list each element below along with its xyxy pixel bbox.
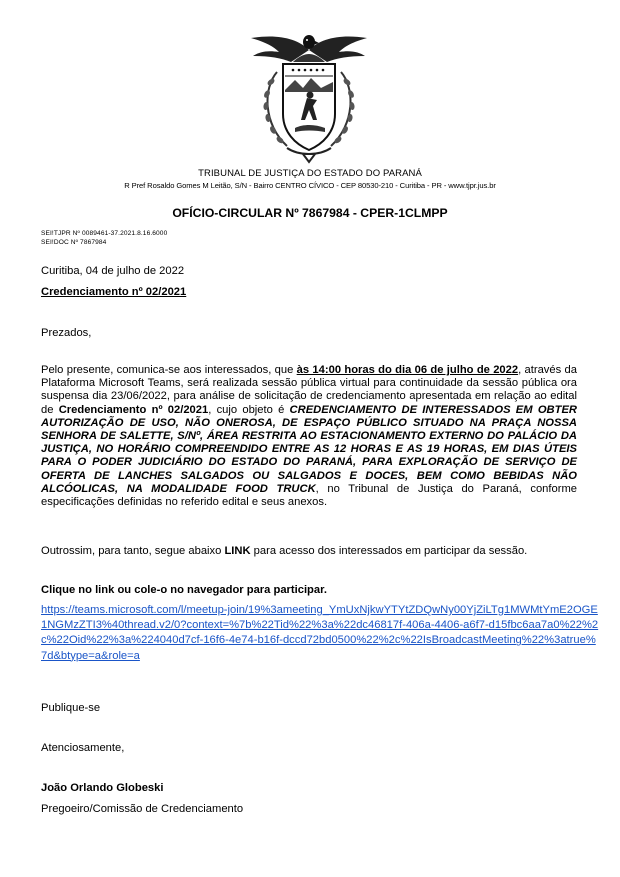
session-time: às 14:00 horas do dia 06 de julho de 2022 (296, 364, 519, 376)
signer-role: Pregoeiro/Comissão de Credenciamento (41, 803, 244, 815)
parana-coat-of-arms-icon (247, 28, 371, 164)
subject-line: Credenciamento nº 02/2021 (41, 286, 187, 298)
signer-name: João Orlando Globeski (41, 782, 164, 794)
closing-line: Atenciosamente, (41, 742, 125, 754)
body-paragraph (41, 364, 577, 509)
institution-name: TRIBUNAL DE JUSTIÇA DO ESTADO DO PARANÁ (198, 168, 422, 179)
link-instruction: Clique no link ou cole-o no navegador para participar. (41, 584, 327, 596)
greeting: Prezados, (41, 327, 92, 339)
sei-doc-number: SEI!DOC Nº 7867984 (41, 239, 107, 246)
body-text: , cujo objeto é (208, 403, 290, 416)
body-text: Outrossim, para tanto, segue abaixo (41, 545, 225, 557)
link-word: LINK (224, 545, 251, 557)
body-text: para acesso dos interessados em participar da sessão. (250, 545, 528, 557)
sei-process-number: SEI!TJPR Nº 0089461-37.2021.8.16.6000 (41, 230, 168, 237)
body-text: , através da Plataforma Microsoft Teams, será realizada sessão pública virtual para continuidade da sessão pública ora suspensa dia 23/06/2022, para análise de solicitação de credenciamento apresentada em relação ao edital de (41, 364, 577, 416)
link-intro-paragraph (41, 545, 527, 557)
credenciamento-reference: Credenciamento nº 02/2021 (58, 403, 209, 416)
object-description: CREDENCIAMENTO DE INTERESSADOS EM OBTER AUTORIZAÇÃO DE USO, NÃO ONEROSA, DE ESPAÇO PÚBLICO SITUADO NA PRAÇA NOSSA SENHORA DE SALETTE, S/Nº, ÁREA RESTRITA AO ESTACIONAMENTO EXTERNO DO PALÁCIO DA JUSTIÇA, NO HORÁRIO COMPREENDIDO ENTRE AS 12 HORAS E AS 19 HORAS, EM DIAS ÚTEIS PARA O PODER JUDICIÁRIO DO ESTADO DO PARANÁ, PARA EXPLORAÇÃO DE SERVIÇO DE OFERTA DE LANCHES SALGADOS OU SALGADOS E DOCES, BEM COMO BEBIDAS NÃO ALCÓOLICAS, NA MODALIDADE FOOD TRUCK (41, 403, 577, 495)
place-date: Curitiba, 04 de julho de 2022 (41, 265, 185, 277)
body-text: Pelo presente, comunica-se aos interessados, que (41, 364, 297, 376)
body-text: , no Tribunal de Justiça do Paraná, conforme especificações definidas no referido edital e seus anexos. (41, 482, 577, 509)
teams-meeting-link[interactable]: https://teams.microsoft.com/l/meetup-join/19%3ameeting_YmUxNjkwYTYtZDQwNy00YjZiLTg1MWMtYmE2OGE1NGMzZTI3%40thread.v2/0?context=%7b%22Tid%22%3a%22dc46817f-406a-4406-a6f7-d15fbc6aa7a0%22%2c%22Oid%22%3a%224040d7cf-16f6-4e74-b16f-dccd72bd0500%22%2c%22IsBroadcastMeeting%22%3atrue%7d&btype=a&role=a (41, 604, 599, 662)
institution-address: R Pref Rosaldo Gomes M Leitão, S/N - Bairro CENTRO CÍVICO - CEP 80530-210 - Curitiba - PR - www.tjpr.jus.br (124, 181, 496, 190)
publish-line: Publique-se (41, 702, 101, 714)
document-title: OFÍCIO-CIRCULAR Nº 7867984 - CPER-1CLMPP (172, 206, 448, 220)
